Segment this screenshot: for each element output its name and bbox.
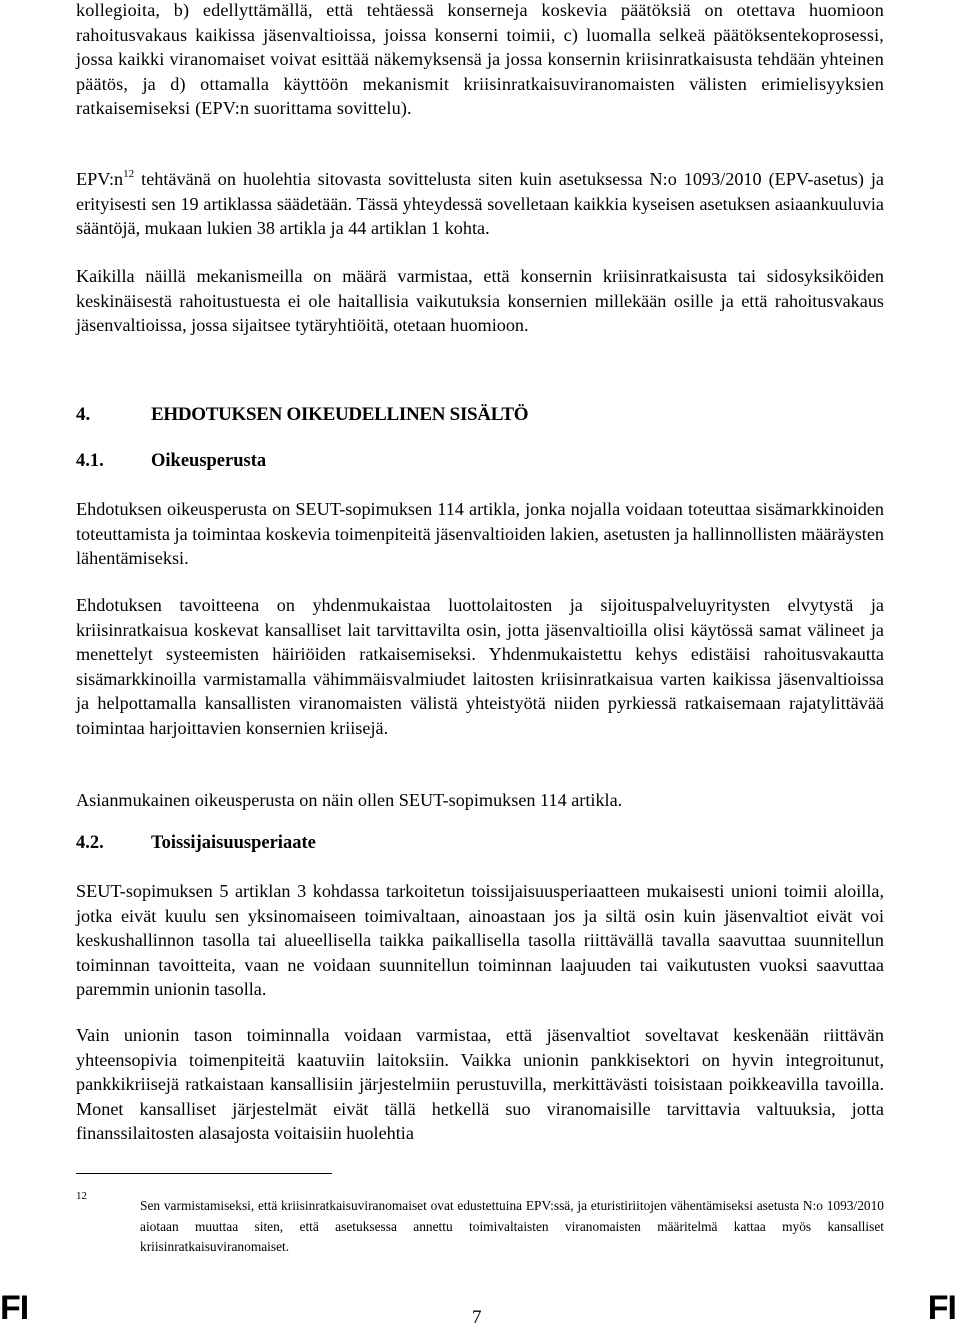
body-paragraph: kollegioita, b) edellyttämällä, että tehtäessä konserneja koskevia päätöksiä on otettava huomioon rahoitusvakaus kaikissa jäsenvaltioissa, joissa konserni toimii, c) luomalla selkeä päätöksentekoprosessi, jossa kaikki viranomaiset voivat esittää näkemyksensä ja jossa konsernin kriisinratkaisusta tehdään yhteinen päätös, ja d) ottamalla käyttöön mekanismit kriisinratkaisuviranomaisten välisten erimielisyyksien ratkaisemiseksi (EPV:n suorittama sovittelu). [76,0,884,119]
subsection-number: 4.2. [76,833,104,853]
body-paragraph: Ehdotuksen tavoitteena on yhdenmukaistaa luottolaitosten ja sijoituspalveluyritysten elvytystä ja kriisinratkaisua koskevat kansalliset lait tarvittavilta osin, jotta jäsenvaltioilla olisi käytössä samat välineet ja menettelyt systeemisten häiriöiden ratkaisemiseksi. Yhdenmukaistettu kehys edistäisi rahoitusvakautta sisämarkkinoilla varmistamalla vähimmäisvalmiudet laitosten kriisinratkaisua varten kaikissa jäsenvaltioissa ja helpottamalla kansallisten viranomaisten välistä yhteistyötä niiden pyrkiessä ratkaisemaan rajatylittävää toimintaa harjoittavien konsernien kriisejä. [76,595,884,738]
body-paragraph: Kaikilla näillä mekanismeilla on määrä varmistaa, että konsernin kriisinratkaisusta tai sidosyksiköiden keskinäisestä rahoitustuesta ei ole haitallisia vaikutuksia konsernien millekään osille ja että rahoitusvakaus jäsenvaltioissa, jossa sijaitsee tytäryhtiöitä, otetaan huomioon. [76,266,884,336]
subsection-heading [76,451,266,472]
subsection-title: Oikeusperusta [151,451,267,471]
subsection-number: 4.1. [76,451,104,471]
subsection-title: Toissijaisuusperiaate [151,833,316,853]
page-number: 7 [472,1307,482,1328]
paragraph-text: tehtävänä on huolehtia sitovasta sovittelusta siten kuin asetuksessa N:o 1093/2010 (EPV-asetus) ja erityisesti sen 19 artiklassa säädetään. Tässä yhteydessä sovelletaan kaikkia kyseisen asetuksen asiaankuuluvia sääntöjä, mukaan lukien 38 artikla ja 44 artiklan 1 kohta. [76,169,884,239]
body-paragraph: SEUT-sopimuksen 5 artiklan 3 kohdassa tarkoitetun toissijaisuusperiaatteen mukaisesti unioni toimii aloilla, jotka eivät kuulu sen yksinomaiseen toimivaltaan, ainoastaan jos ja siltä osin kuin jäsenvaltiot eivät voi keskushallinnon tasolla tai alueellisella taikka paikallisella tasolla riittävällä tavalla saavuttaa suunnitellun toiminnan tavoitteita, vaan ne voidaan suunnitellun toiminnan laajuuden tai vaikutusten vuoksi saavuttaa paremmin unionin tasolla. [76,881,884,1000]
footnote-number: 12 [76,1190,87,1202]
footnote-reference[interactable]: 12 [123,168,135,180]
footer-language-right: FI [927,1289,956,1327]
paragraph-text: EPV:n [76,169,124,189]
body-paragraph: Asianmukainen oikeusperusta on näin ollen SEUT-sopimuksen 114 artikla. [76,790,623,810]
section-title: EHDOTUKSEN OIKEUDELLINEN SISÄLTÖ [151,404,529,425]
footnote-divider [76,1173,332,1174]
footnote-text: Sen varmistamiseksi, että kriisinratkaisuviranomaiset ovat edustettuina EPV:ssä, ja eturistiriitojen vähentämiseksi asetusta N:o 1093/2010 aiotaan muuttaa siten, että asetuksessa annettu toimivaltaisten viranomaisten määritelmä kattaa myös kansalliset kriisinratkaisuviranomaiset. [140,1198,884,1255]
footer-language-left: FI [0,1289,29,1327]
section-heading [76,404,528,426]
body-paragraph: Vain unionin tason toiminnalla voidaan varmistaa, että jäsenvaltiot soveltavat keskenään riittävän yhteensopivia toimenpiteitä kaatuviin laitoksiin. Vaikka unionin pankkisektori on hyvin integroitunut, pankkikriisejä ratkaistaan kansallisiin järjestelmiin perustuvilla, merkittävästi toisistaan poikkeavilla tavoilla. Monet kansalliset järjestelmät eivät tällä hetkellä suo viranomaisille tarvittavia valtuuksia, jotta finanssilaitosten alasajosta voitaisiin huolehtia [76,1025,884,1144]
body-paragraph [76,167,884,241]
subsection-heading [76,833,316,854]
section-number: 4. [76,404,91,425]
body-paragraph: Ehdotuksen oikeusperusta on SEUT-sopimuksen 114 artikla, jonka nojalla voidaan toteuttaa sisämarkkinoiden toteuttamista ja toimintaa koskevia toimenpiteitä jäsenvaltioiden lakien, asetusten ja hallinnollisten määräysten lähentämiseksi. [76,499,884,569]
